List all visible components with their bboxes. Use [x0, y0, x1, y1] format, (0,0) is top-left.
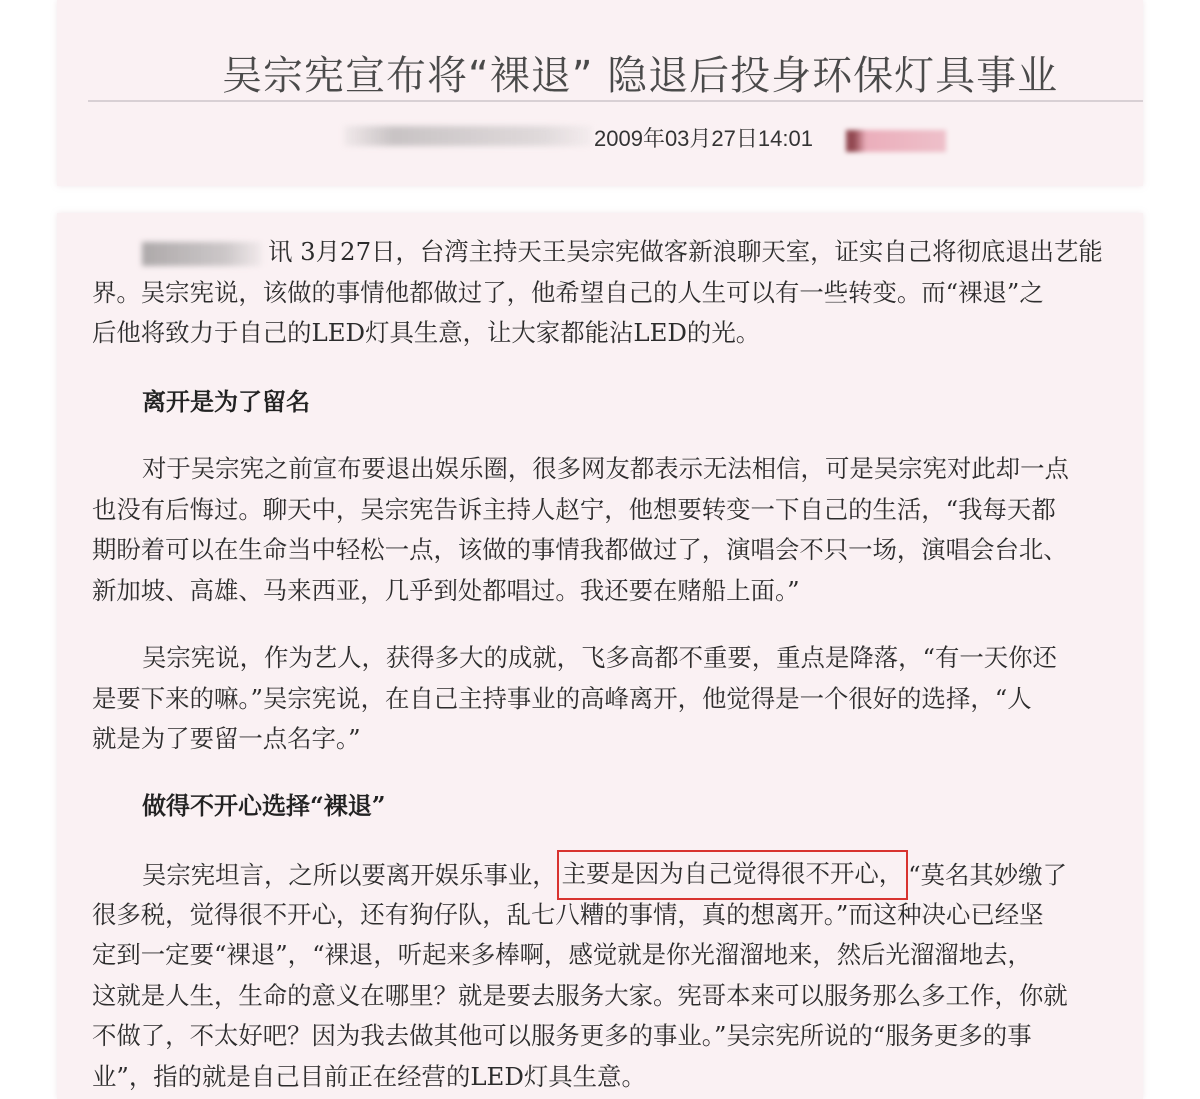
blurred-comment-link [846, 130, 946, 152]
article-meta [340, 122, 960, 152]
text-line: 不做了，不太好吧？因为我去做其他可以服务更多的事业。”吴宗宪所说的“服务更多的事 [92, 1021, 1032, 1051]
text-line: 很多税，觉得很不开心，还有狗仔队，乱七八糟的事情，真的想离开。”而这种决心已经坚 [92, 899, 1044, 929]
text-line: 定到一定要“裸退”，“裸退，听起来多棒啊，感觉就是你光溜溜地来，然后光溜溜地去， [92, 940, 1032, 970]
paragraph-naked-retirement [92, 854, 1092, 1098]
text-line: 也没有后悔过。聊天中，吴宗宪告诉主持人赵宁，他想要转变一下自己的生活，“我每天都 [92, 494, 1056, 524]
highlighted-quote: 主要是因为自己觉得很不开心， [557, 850, 908, 900]
paragraph-landing [92, 638, 1092, 760]
text-line: 是要下来的嘛。”吴宗宪说，在自己主持事业的高峰离开，他觉得是一个很好的选择，“人 [92, 683, 1032, 713]
text-line: 这就是人生，生命的意义在哪里？就是要去服务大家。宪哥本来可以服务那么多工作，你就 [92, 980, 1068, 1010]
text-line: 讯 3月27日，台湾主持天王吴宗宪做客新浪聊天室，证实自己将彻底退出艺能 [92, 232, 1092, 273]
text-line: 对于吴宗宪之前宣布要退出娱乐圈，很多网友都表示无法相信，可是吴宗宪对此却一点 [142, 454, 1069, 483]
section-heading-unhappy: 做得不开心选择“裸退” [142, 791, 386, 820]
section-heading-leaving: 离开是为了留名 [142, 387, 310, 416]
title-divider [88, 100, 1143, 102]
text-line: 界。吴宗宪说，该做的事情他都做过了，他希望自己的人生可以有一些转变。而“裸退”之 [92, 277, 1044, 307]
text-line: 吴宗宪说，作为艺人，获得多大的成就，飞多高都不重要，重点是降落，“有一天你还 [142, 643, 1057, 672]
blurred-news-agency [142, 242, 262, 266]
blurred-source-name [344, 126, 592, 146]
text-line: 就是为了要留一点名字。” [92, 724, 361, 754]
text-line: 新加坡、高雄、马来西亚，几乎到处都唱过。我还要在赌船上面。” [92, 575, 800, 605]
publish-date: 2009年03月27日14:01 [594, 126, 813, 151]
text-line: 业”，指的就是自己目前正在经营的LED灯具生意。 [92, 1061, 646, 1091]
paragraph-intro [92, 232, 1103, 354]
paragraph-no-regret [92, 449, 1092, 611]
text-line: 期盼着可以在生命当中轻松一点，该做的事情我都做过了，演唱会不只一场，演唱会台北、 [92, 535, 1068, 565]
text-line: 后他将致力于自己的LED灯具生意，让大家都能沾LED的光。 [92, 318, 761, 348]
article-title: 吴宗宪宣布将“裸退” 隐退后投身环保灯具事业 [222, 53, 1059, 99]
text-line: 吴宗宪坦言，之所以要离开娱乐事业， 主要是因为自己觉得很不开心， “莫名其妙缴了 [92, 854, 1092, 895]
